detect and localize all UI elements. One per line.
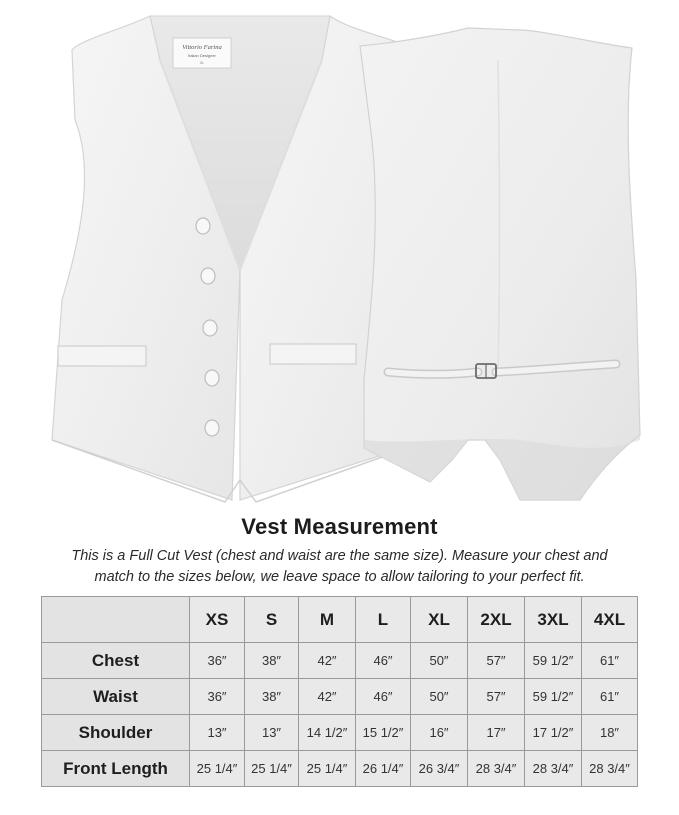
- table-cell: 15 1/2″: [356, 715, 411, 751]
- table-cell: 17″: [468, 715, 525, 751]
- table-row: [42, 679, 638, 715]
- size-header: 2XL: [468, 597, 525, 643]
- table-cell: 28 3/4″: [525, 751, 582, 787]
- description-line-1: This is a Full Cut Vest (chest and waist are the same size). Measure your chest and: [71, 548, 608, 564]
- table-cell: 46″: [356, 679, 411, 715]
- size-header: S: [245, 597, 299, 643]
- label-sub: Italian Designer: [188, 53, 216, 58]
- table-cell: 42″: [299, 643, 356, 679]
- size-header: XL: [411, 597, 468, 643]
- table-cell: 38″: [245, 643, 299, 679]
- page-title: Vest Measurement: [241, 514, 438, 539]
- table-cell: 25 1/4″: [245, 751, 299, 787]
- label-brand: Vittorio Farina: [182, 44, 222, 51]
- table-cell: 26 1/4″: [356, 751, 411, 787]
- table-corner-cell: [42, 597, 190, 643]
- size-header: 4XL: [582, 597, 638, 643]
- description-line-2: match to the sizes below, we leave space to allow tailoring to your perfect fit.: [94, 569, 585, 585]
- table-header-row: [42, 597, 638, 643]
- table-cell: 38″: [245, 679, 299, 715]
- description: [20, 546, 659, 588]
- table-cell: 18″: [582, 715, 638, 751]
- vest-back-image: [360, 28, 640, 500]
- size-header: M: [299, 597, 356, 643]
- table-cell: 26 3/4″: [411, 751, 468, 787]
- table-cell: 57″: [468, 643, 525, 679]
- table-cell: 25 1/4″: [299, 751, 356, 787]
- table-cell: 46″: [356, 643, 411, 679]
- table-row: [42, 715, 638, 751]
- size-header: 3XL: [525, 597, 582, 643]
- size-chart-table: [41, 596, 638, 787]
- table-cell: 59 1/2″: [525, 679, 582, 715]
- table-cell: 28 3/4″: [582, 751, 638, 787]
- table-row: [42, 751, 638, 787]
- row-label: Waist: [42, 679, 190, 715]
- size-header: L: [356, 597, 411, 643]
- table-cell: 14 1/2″: [299, 715, 356, 751]
- table-cell: 61″: [582, 679, 638, 715]
- table-cell: 28 3/4″: [468, 751, 525, 787]
- table-cell: 50″: [411, 643, 468, 679]
- brand-label: [173, 38, 231, 68]
- row-label: Shoulder: [42, 715, 190, 751]
- table-cell: 17 1/2″: [525, 715, 582, 751]
- table-cell: 13″: [245, 715, 299, 751]
- table-cell: 61″: [582, 643, 638, 679]
- table-cell: 36″: [190, 679, 245, 715]
- table-cell: 36″: [190, 643, 245, 679]
- row-label: Front Length: [42, 751, 190, 787]
- table-cell: 59 1/2″: [525, 643, 582, 679]
- table-cell: 13″: [190, 715, 245, 751]
- table-row: [42, 643, 638, 679]
- right-pocket-welt: [270, 344, 356, 364]
- table-cell: 25 1/4″: [190, 751, 245, 787]
- table-cell: 42″: [299, 679, 356, 715]
- left-pocket-welt: [58, 346, 146, 366]
- table-cell: 57″: [468, 679, 525, 715]
- row-label: Chest: [42, 643, 190, 679]
- size-header: XS: [190, 597, 245, 643]
- label-size: XL: [199, 61, 205, 65]
- table-cell: 50″: [411, 679, 468, 715]
- table-cell: 16″: [411, 715, 468, 751]
